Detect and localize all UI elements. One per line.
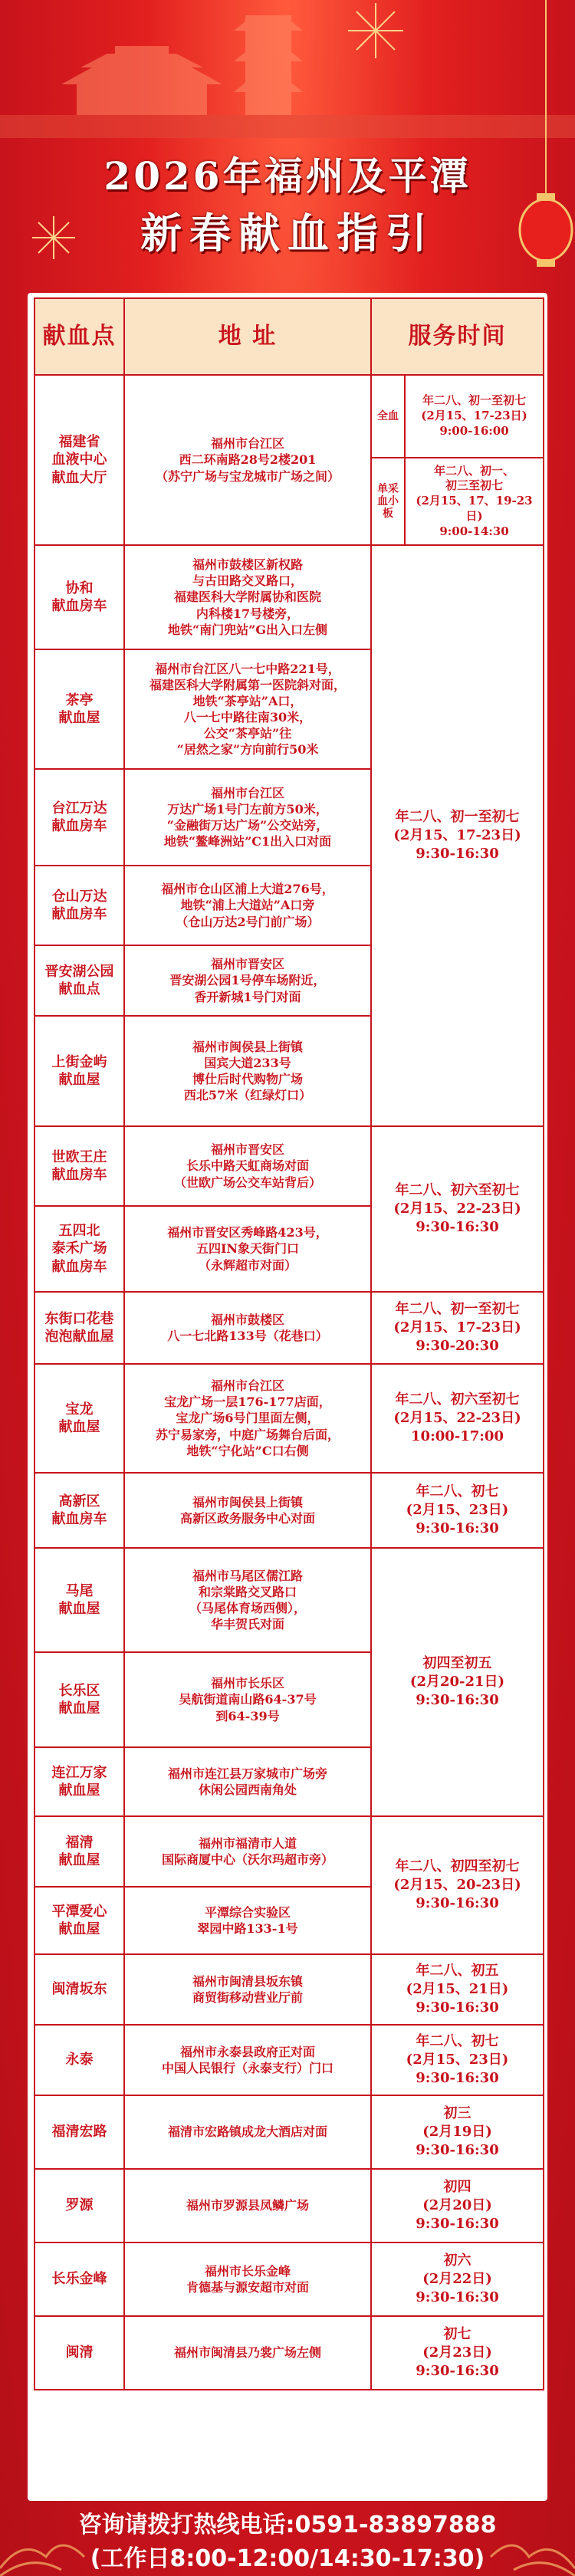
location-cell: 长乐区 献血屋: [34, 1652, 124, 1747]
address-cell: 福州市连江县万家城市广场旁 休闲公园西南角处: [124, 1747, 371, 1816]
time-cell: 年二八、初一至初七 (2月15、17-23日) 9:30-20:30: [371, 1292, 544, 1364]
location-cell: 闽清坂东: [34, 1954, 124, 2025]
address-cell: 福州市晋安区 晋安湖公园1号停车场附近， 香开新城1号门对面: [124, 945, 371, 1016]
table-row: [34, 2242, 544, 2316]
cloud-ornament-left: [0, 2515, 123, 2576]
header-service-time: 服务时间: [371, 298, 544, 375]
header-address: 地 址: [124, 298, 371, 375]
time-cell: 初四 (2月20日) 9:30-16:30: [371, 2169, 544, 2242]
time-cell: 年二八、初七 (2月15、23日) 9:30-16:30: [371, 1473, 544, 1548]
time-cell: 年二八、初六至初七 (2月15、22-23日) 9:30-16:30: [371, 1126, 544, 1292]
address-cell: 福州市鼓楼区新权路 与古田路交叉路口， 福建医科大学附属协和医院 内科楼17号楼旁， 地铁“南门兜站”G出入口左侧: [124, 545, 371, 649]
location-cell: 茶亭 献血屋: [34, 649, 124, 769]
address-cell: 福州市台江区 宝龙广场一层176-177店面， 宝龙广场6号门里面左侧， 苏宁易家旁，中庭广场舞台后面， 地铁“宁化站”C口右侧: [124, 1364, 371, 1473]
location-cell: 长乐金峰: [34, 2242, 124, 2316]
address-cell: 福州市台江区 万达广场1号门左前方50米， “金融街万达广场”公交站旁， 地铁“鳌峰洲站”C1出入口对面: [124, 769, 371, 866]
location-cell: 马尾 献血屋: [34, 1548, 124, 1652]
address-cell: 福州市罗源县凤鳞广场: [124, 2169, 371, 2242]
location-cell: 仓山万达 献血房车: [34, 866, 124, 945]
time-cell: 年二八、初五 (2月15、21日) 9:30-16:30: [371, 1954, 544, 2025]
address-cell: 福州市闽侯县上街镇 国宾大道233号 博仕后时代购物广场 西北57米（红绿灯口）: [124, 1016, 371, 1126]
page-title-line2: 新春献血指引: [140, 209, 435, 258]
address-cell: 福州市闽侯县上街镇 高新区政务服务中心对面: [124, 1473, 371, 1548]
address-cell: 福州市晋安区 长乐中路天虹商场对面 （世欧广场公交车站背后）: [124, 1126, 371, 1206]
location-cell: 宝龙 献血屋: [34, 1364, 124, 1473]
address-cell: 福州市长乐金峰 肯德基与源安超市对面: [124, 2242, 371, 2316]
header-location: 献血点: [34, 298, 124, 375]
table-row: [34, 2025, 544, 2095]
address-cell: 福州市台江区八一七中路221号， 福建医科大学附属第一医院斜对面， 地铁“茶亭站”A口， 八一七中路往南30米， 公交“茶亭站”往 “居然之家”方向前行50米: [124, 649, 371, 769]
location-cell: 福清 献血屋: [34, 1816, 124, 1887]
time-cell: 年二八、初一、 初三至初七 (2月15、17、19-23日) 9:00-14:30: [405, 458, 544, 545]
address-cell: 福州市马尾区儒江路 和宗棠路交叉路口 （马尾体育场西侧）， 华丰贺氏对面: [124, 1548, 371, 1652]
location-cell: 福清宏路: [34, 2095, 124, 2169]
location-cell: 世欧王庄 献血房车: [34, 1126, 124, 1206]
page-title-line1: 2026年福州及平潭: [104, 153, 472, 199]
location-cell: 协和 献血房车: [34, 545, 124, 649]
cloud-ornament-right: [452, 2515, 575, 2576]
address-cell: 福州市永泰县政府正对面 中国人民银行（永泰支行）门口: [124, 2025, 371, 2095]
table-row: [34, 2095, 544, 2169]
table-row: [34, 1954, 544, 2025]
time-cell: 年二八、初四至初七 (2月15、20-23日) 9:30-16:30: [371, 1816, 544, 1954]
donation-site-table: [34, 297, 544, 2390]
hotline-text: 咨询请拨打热线电话:0591-83897888: [78, 2512, 497, 2538]
time-label-whole-blood: 全血: [371, 375, 405, 458]
location-cell: 连江万家 献血屋: [34, 1747, 124, 1816]
table-row: [34, 2169, 544, 2242]
address-cell: 福州市鼓楼区 八一七北路133号（花巷口）: [124, 1292, 371, 1364]
office-hours-text: (工作日8:00-12:00/14:30-17:30): [90, 2545, 485, 2572]
table-row: [34, 1473, 544, 1548]
time-label-platelet: 单采血小板: [371, 458, 405, 545]
table-row: [34, 1292, 544, 1364]
location-cell: 东街口花巷 泡泡献血屋: [34, 1292, 124, 1364]
address-cell: 平潭综合实验区 翠园中路133-1号: [124, 1887, 371, 1954]
table-row: [34, 1126, 544, 1206]
address-cell: 福州市福清市人道 国际商厦中心（沃尔玛超市旁）: [124, 1816, 371, 1887]
address-cell: 福州市长乐区 吴航街道南山路64-37号 到64-39号: [124, 1652, 371, 1747]
time-cell: 年二八、初一至初七 (2月15、17-23日) 9:00-16:00: [405, 375, 544, 458]
location-cell: 闽清: [34, 2316, 124, 2390]
location-cell: 五四北 泰禾广场 献血房车: [34, 1206, 124, 1292]
location-cell: 平潭爱心 献血屋: [34, 1887, 124, 1954]
time-cell: 初四至初五 (2月20-21日) 9:30-16:30: [371, 1548, 544, 1816]
time-cell: 初三 (2月19日) 9:30-16:30: [371, 2095, 544, 2169]
address-cell: 福州市闽清县乃裳广场左侧: [124, 2316, 371, 2390]
table-row: [34, 375, 544, 458]
table-header-row: [34, 298, 544, 375]
time-cell: 年二八、初一至初七 (2月15、17-23日) 9:30-16:30: [371, 545, 544, 1126]
time-cell: 初六 (2月22日) 9:30-16:30: [371, 2242, 544, 2316]
table-row: [34, 1364, 544, 1473]
address-cell: 福州市晋安区秀峰路423号， 五四IN象天街门口 （永辉超市对面）: [124, 1206, 371, 1292]
address-cell: 福清市宏路镇成龙大酒店对面: [124, 2095, 371, 2169]
address-cell: 福州市仓山区浦上大道276号， 地铁“浦上大道站”A口旁 （仓山万达2号门前广场）: [124, 866, 371, 945]
table-row: [34, 545, 544, 649]
location-cell: 高新区 献血房车: [34, 1473, 124, 1548]
location-cell: 上街金屿 献血屋: [34, 1016, 124, 1126]
location-cell: 台江万达 献血房车: [34, 769, 124, 866]
address-cell: 福州市台江区 西二环南路28号2楼201 （苏宁广场与宝龙城市广场之间）: [124, 375, 371, 545]
table-row: [34, 2316, 544, 2390]
table-row: [34, 1548, 544, 1652]
time-cell: 年二八、初六至初七 (2月15、22-23日) 10:00-17:00: [371, 1364, 544, 1473]
location-cell: 罗源: [34, 2169, 124, 2242]
address-cell: 福州市闽清县坂东镇 商贸街移动营业厅前: [124, 1954, 371, 2025]
table-row: [34, 1816, 544, 1887]
time-cell: 年二八、初七 (2月15、23日) 9:30-16:30: [371, 2025, 544, 2095]
location-cell: 永泰: [34, 2025, 124, 2095]
location-cell: 晋安湖公园 献血点: [34, 945, 124, 1016]
location-cell: 福建省 血液中心 献血大厅: [34, 375, 124, 545]
time-cell: 初七 (2月23日) 9:30-16:30: [371, 2316, 544, 2390]
